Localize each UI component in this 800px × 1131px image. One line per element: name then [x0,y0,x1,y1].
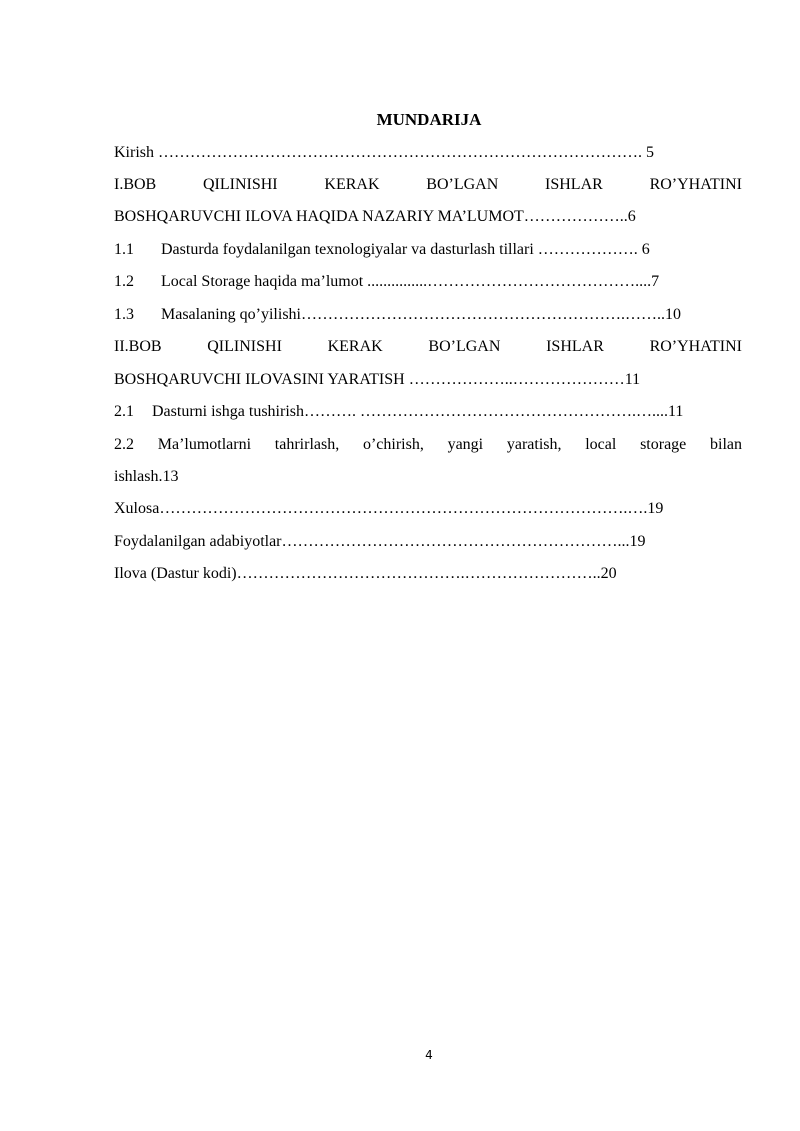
toc-title: MUNDARIJA [376,110,482,129]
toc-entry-1-3 [114,305,742,325]
toc-entry-1-2 [114,272,742,292]
toc-entry-bob1-line2: BOSHQARUVCHI ILOVA HAQIDA NAZARIY MA’LUMOT………………..6 [114,208,636,225]
toc-entry-xulosa: Xulosa…………………………………………………………………………….….19 [114,500,664,517]
toc-entry-number: 1.3 [114,306,134,323]
toc-entry-text: Dasturni ishga tushirish………. …………………………………………….…....11 [152,403,684,420]
toc-entry-bob1-line1: I.BOB QILINISHI KERAK BO’LGAN ISHLAR RO’YHATINI [114,176,742,193]
toc-entry-bob2-line2: BOSHQARUVCHI ILOVASINI YARATISH ………………..…………………11 [114,371,641,388]
toc-entry-number: 2.1 [114,403,134,420]
toc-entry-2-1 [114,402,742,422]
toc-entry-bob2-line1: II.BOB QILINISHI KERAK BO’LGAN ISHLAR RO’YHATINI [114,338,742,355]
toc-entry-text: Local Storage haqida ma’lumot ...............…………………………………....7 [161,273,660,290]
toc-entry-2-2-line2: ishlash.13 [114,468,179,485]
toc-entry-number: 1.1 [114,241,134,258]
toc-entry-number: 1.2 [114,273,134,290]
toc-entry-adabiyotlar: Foydalanilgan adabiyotlar………………………………………………………...19 [114,533,646,550]
toc-entry-2-2-line1: 2.2 Ma’lumotlarni tahrirlash, o’chirish, yangi yaratish, local storage bilan [114,436,742,453]
toc-entry-text: Masalaning qo’yilishi…………………………………………………….……..10 [161,306,681,323]
toc-entry-kirish: Kirish ………………………………………………………………………………. 5 [114,144,654,161]
toc-entry-ilova: Ilova (Dastur kodi)…………………………………….……………………..20 [114,565,617,582]
page-number: 4 [425,1048,433,1062]
toc-entry-text: Dasturda foydalanilgan texnologiyalar va dasturlash tillari ………………. 6 [161,241,650,258]
toc-entry-1-1 [114,240,742,260]
